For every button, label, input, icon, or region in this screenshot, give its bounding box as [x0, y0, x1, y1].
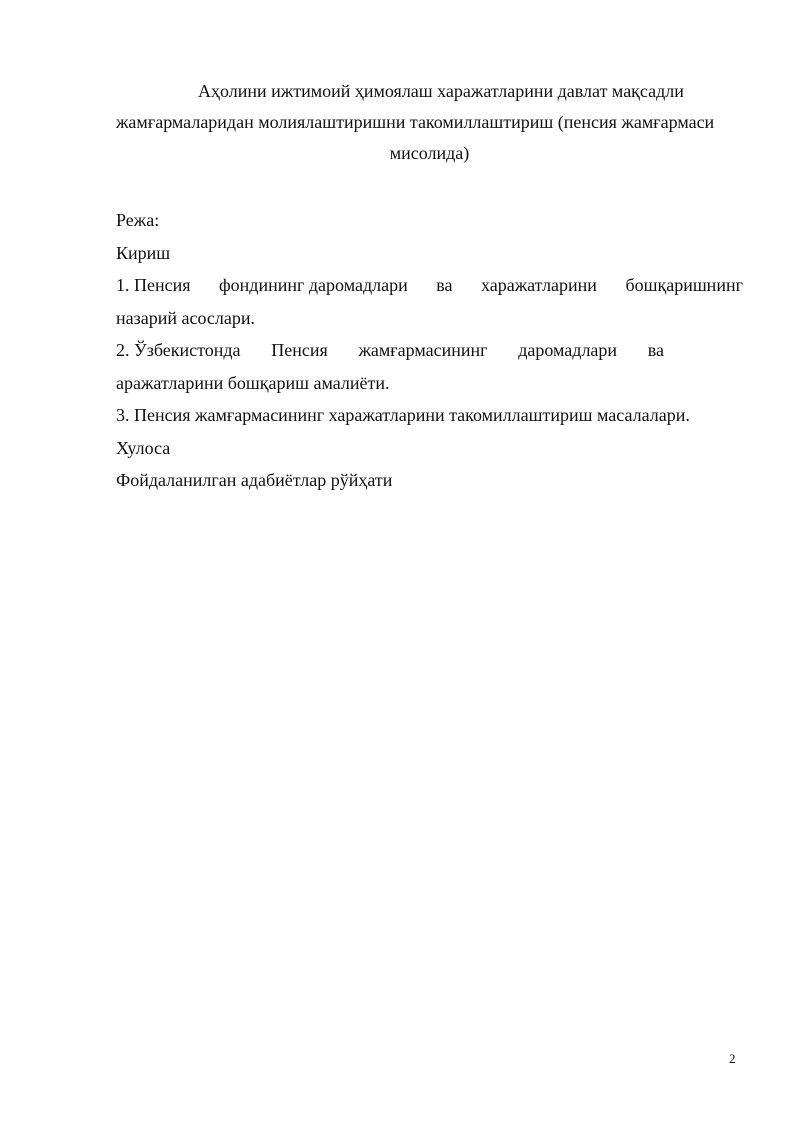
- plan-item-1-word: бошқаришнинг: [625, 275, 743, 295]
- plan-item-2-continuation: аражатларини бошқариш амалиёти.: [116, 372, 390, 393]
- plan-item-2-word: ва: [647, 340, 664, 360]
- plan-item-1-word: фондининг даромадлари: [219, 275, 408, 295]
- document-title: [116, 76, 743, 169]
- plan-item-2-word: 2. Ўзбекистонда: [116, 340, 241, 360]
- plan-section: [116, 204, 743, 497]
- plan-item-1-word: ва: [436, 275, 453, 295]
- plan-item-2-word: Пенсия: [271, 340, 328, 360]
- plan-item-1-word: харажатларини: [480, 275, 597, 295]
- title-line-3: мисолида): [389, 143, 470, 163]
- plan-item-2: [116, 334, 664, 367]
- plan-item-3: 3. Пенсия жамғармасининг харажатларини такомиллаштириш масалалари.: [116, 405, 690, 425]
- plan-references: Фойдаланилган адабиётлар рўйҳати: [116, 470, 393, 490]
- plan-heading: Режа:: [116, 210, 160, 230]
- page-number: 2: [729, 1051, 736, 1066]
- plan-item-2-word: жамғармасининг: [358, 340, 488, 360]
- plan-item-1-continuation: назарий асослари.: [116, 307, 256, 328]
- plan-item-2-word: даромадлари: [518, 340, 618, 360]
- plan-conclusion: Хулоса: [116, 437, 171, 458]
- title-line-1: Аҳолини ижтимоий ҳимоялаш харажатларини давлат мақсадли: [198, 81, 684, 101]
- plan-intro: Кириш: [116, 242, 171, 263]
- plan-item-1: [116, 269, 743, 302]
- title-line-2: жамғармаларидан молиялаштиришни такомиллаштириш (пенсия жамғармаси: [116, 112, 715, 132]
- plan-item-1-word: 1. Пенсия: [116, 275, 191, 295]
